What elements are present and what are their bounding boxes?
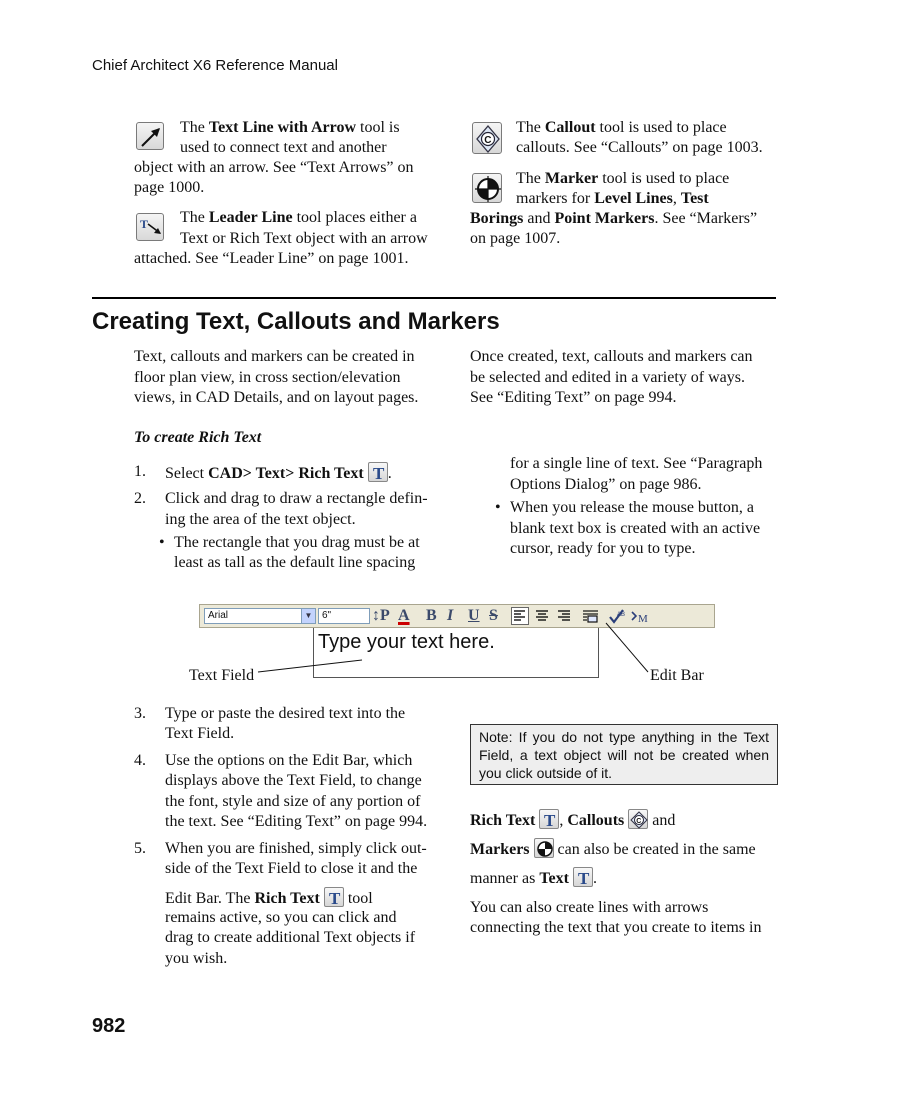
- svg-text:T: T: [328, 889, 341, 908]
- step-4-line4: the text. See “Editing Text” on page 994.: [165, 813, 428, 830]
- text-tool-icon: [573, 867, 593, 887]
- right-bottom-line2: Markers can also be created in the same: [470, 838, 756, 861]
- step-2-cont-line2: Options Dialog” on page 986.: [510, 476, 702, 493]
- step-5-number: 5.: [134, 840, 146, 857]
- note-box: Note: If you do not type anything in the Text Field, a text object will not be created when you click outside of it.: [470, 724, 778, 785]
- step-2-bullet-line2: least as tall as the default line spacing: [174, 554, 416, 571]
- marker-desc-line1: The Marker tool is used to place: [516, 170, 730, 187]
- svg-text:C: C: [636, 818, 642, 825]
- text-line-arrow-desc-line3: object with an arrow. See “Text Arrows” on: [134, 159, 414, 176]
- step-2-bullet2-line2: blank text box is created with an active: [510, 520, 761, 537]
- intro-right-line2: be selected and edited in a variety of ways.: [470, 369, 745, 386]
- intro-left-line3: views, in CAD Details, and on layout pages.: [134, 389, 419, 406]
- callout-icon: [628, 809, 648, 829]
- step-2-line2: ing the area of the text object.: [165, 511, 356, 528]
- svg-text:C: C: [484, 135, 492, 146]
- chevron-down-icon[interactable]: ▼: [301, 609, 315, 623]
- text-line-arrow-desc-line1: The Text Line with Arrow tool is: [180, 119, 400, 136]
- step-4-line2: displays above the Text Field, to change: [165, 772, 422, 789]
- text-field-sample: Type your text here.: [318, 631, 495, 653]
- svg-text:T: T: [544, 811, 556, 830]
- step-4-number: 4.: [134, 752, 146, 769]
- step-1-number: 1.: [134, 463, 146, 480]
- svg-text:T: T: [140, 217, 149, 231]
- step-2-bullet2-mark: •: [495, 499, 501, 516]
- strikethrough-icon[interactable]: S: [489, 607, 498, 624]
- leader-line-desc-line3: attached. See “Leader Line” on page 1001.: [134, 250, 409, 267]
- callout-desc-line1: The Callout tool is used to place: [516, 119, 727, 136]
- step-2-bullet-line1: The rectangle that you drag must be at: [174, 534, 420, 551]
- text-color-icon[interactable]: A: [398, 607, 410, 624]
- running-header: Chief Architect X6 Reference Manual: [92, 57, 338, 74]
- step-3-number: 3.: [134, 705, 146, 722]
- italic-icon[interactable]: I: [447, 607, 454, 624]
- step-5-line5: drag to create additional Text objects if: [165, 929, 416, 946]
- paragraph-icon[interactable]: ↕P: [372, 607, 390, 624]
- marker-desc-line4: on page 1007.: [470, 230, 561, 247]
- step-2-cont-line1: for a single line of text. See “Paragraph: [510, 455, 763, 472]
- step-1-text: Select CAD> Text> Rich Text T .: [165, 464, 392, 483]
- step-3-line1: Type or paste the desired text into the: [165, 705, 406, 722]
- leader-line-desc-line2: Text or Rich Text object with an arrow: [180, 230, 428, 247]
- step-5-line4: remains active, so you can click and: [165, 909, 397, 926]
- svg-text:M: M: [638, 613, 648, 624]
- label-text-field: Text Field: [189, 667, 255, 684]
- svg-text:AB: AB: [617, 612, 626, 618]
- section-title: Creating Text, Callouts and Markers: [92, 308, 500, 335]
- leader-line-desc-line1: The Leader Line tool places either a: [180, 209, 417, 226]
- callout-desc-line2: callouts. See “Callouts” on page 1003.: [516, 139, 763, 156]
- step-5-line3: Edit Bar. The Rich Text T tool: [165, 889, 373, 908]
- step-2-line1: Click and drag to draw a rectangle defin-: [165, 490, 428, 507]
- font-size-input[interactable]: 6": [318, 608, 370, 624]
- font-dropdown-value: Arial: [208, 610, 229, 621]
- step-2-bullet2-line3: cursor, ready for you to type.: [510, 540, 696, 557]
- svg-text:T: T: [372, 464, 385, 483]
- svg-text:T: T: [577, 869, 590, 888]
- procedure-title: To create Rich Text: [134, 429, 262, 446]
- intro-right-line1: Once created, text, callouts and markers can: [470, 348, 753, 365]
- step-4-line1: Use the options on the Edit Bar, which: [165, 752, 413, 769]
- step-5-line2: side of the Text Field to close it and the: [165, 860, 418, 877]
- bold-icon[interactable]: B: [426, 607, 437, 624]
- marker-desc-line3: Borings and Point Markers. See “Markers”: [470, 210, 758, 227]
- right-bottom-p2-line1: You can also create lines with arrows: [470, 899, 709, 916]
- step-2-bullet2-line1: When you release the mouse button, a: [510, 499, 754, 516]
- right-bottom-p2-line2: connecting the text that you create to items in: [470, 919, 762, 936]
- rich-text-icon: [539, 809, 559, 829]
- right-bottom-line3: manner as Text T .: [470, 869, 597, 888]
- step-2-bullet-mark: •: [159, 534, 165, 551]
- text-line-arrow-desc-line2: used to connect text and another: [180, 139, 387, 156]
- text-line-arrow-desc-line4: page 1000.: [134, 179, 205, 196]
- label-edit-bar: Edit Bar: [650, 667, 704, 684]
- step-4-line3: the font, style and size of any portion of: [165, 793, 421, 810]
- step-3-line2: Text Field.: [165, 725, 235, 742]
- rich-text-icon: [324, 887, 344, 907]
- underline-icon[interactable]: U: [468, 607, 480, 624]
- step-2-number: 2.: [134, 490, 146, 507]
- right-bottom-line1: Rich Text T , Callouts C and: [470, 811, 676, 830]
- step-5-line6: you wish.: [165, 950, 228, 967]
- step-5-line1: When you are finished, simply click out-: [165, 840, 427, 857]
- marker-desc-line2: markers for Level Lines, Test: [516, 190, 709, 207]
- marker-icon: [534, 838, 554, 858]
- page-number: 982: [92, 1015, 126, 1037]
- intro-left-line1: Text, callouts and markers can be created in: [134, 348, 415, 365]
- intro-right-line3: See “Editing Text” on page 994.: [470, 389, 677, 406]
- intro-left-line2: floor plan view, in cross section/elevation: [134, 369, 401, 386]
